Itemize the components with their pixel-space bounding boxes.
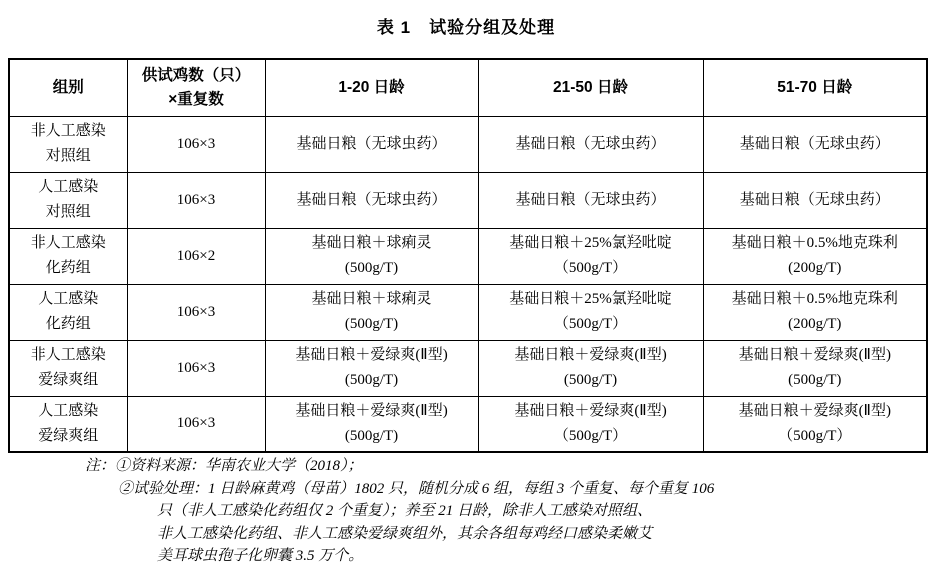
cell-diet-age3	[703, 116, 927, 172]
header-count	[127, 59, 265, 116]
cell-count	[127, 228, 265, 284]
count-value: 106×3	[176, 359, 216, 376]
table-row	[9, 172, 927, 228]
header-age2-label: 21-50 日龄	[553, 78, 628, 96]
diet-line1: 基础日粮（无球虫药）	[739, 191, 890, 208]
diet-line1: 基础日粮＋25%氯羟吡啶	[509, 291, 672, 307]
diet-line1: 基础日粮＋爱绿爽(Ⅱ型)	[738, 402, 891, 419]
diet-line1: 基础日粮＋球痢灵	[311, 291, 432, 307]
group-name-line2: 化药组	[45, 260, 91, 276]
table-row	[9, 340, 927, 396]
cell-group	[9, 116, 127, 172]
diet-line1: 基础日粮＋0.5%地克珠利	[731, 291, 898, 307]
group-name-line2: 对照组	[45, 204, 91, 220]
header-age2	[478, 59, 703, 116]
group-name-line1: 人工感染	[38, 179, 99, 195]
cell-diet-age3	[703, 172, 927, 228]
count-value: 106×2	[176, 247, 216, 264]
cell-diet-age2	[478, 340, 703, 396]
cell-diet-age2	[478, 228, 703, 284]
header-count-line1: 供试鸡数（只）	[141, 66, 251, 84]
header-age3	[703, 59, 927, 116]
cell-group	[9, 172, 127, 228]
count-value: 106×3	[176, 135, 216, 152]
cell-diet-age3	[703, 228, 927, 284]
diet-line1: 基础日粮＋0.5%地克珠利	[731, 235, 898, 251]
header-group	[9, 59, 127, 116]
diet-line2: (500g/T)	[563, 372, 618, 388]
diet-line1: 基础日粮（无球虫药）	[296, 135, 447, 152]
cell-diet-age1	[265, 172, 478, 228]
cell-diet-age2	[478, 396, 703, 452]
group-name-line2: 化药组	[45, 316, 91, 332]
table-footnote	[0, 455, 932, 568]
footnote-line-1: 注：①资料来源：华南农业大学（2018）；	[85, 458, 363, 474]
cell-count	[127, 116, 265, 172]
diet-line2: （500g/T）	[553, 260, 628, 276]
diet-line1: 基础日粮（无球虫药）	[515, 135, 666, 152]
diet-line1: 基础日粮＋爱绿爽(Ⅱ型)	[295, 402, 448, 419]
cell-diet-age3	[703, 396, 927, 452]
diet-line2: (500g/T)	[788, 372, 842, 388]
group-name-line2: 爱绿爽组	[38, 372, 99, 388]
cell-count	[127, 396, 265, 452]
cell-group	[9, 228, 127, 284]
diet-line1: 基础日粮（无球虫药）	[739, 135, 890, 152]
group-name-line1: 非人工感染	[30, 347, 106, 363]
count-value: 106×3	[176, 303, 216, 320]
group-name-line2: 对照组	[45, 148, 91, 164]
table-row	[9, 396, 927, 452]
cell-diet-age1	[265, 228, 478, 284]
cell-group	[9, 340, 127, 396]
header-count-line2: ×重复数	[168, 90, 224, 108]
footnote-line-2: ②试验处理：1 日龄麻黄鸡（母苗）1802 只，随机分成 6 组，每组 3 个重复、每个重复 106	[118, 480, 715, 497]
diet-line1: 基础日粮＋爱绿爽(Ⅱ型)	[514, 402, 667, 419]
cell-diet-age1	[265, 340, 478, 396]
header-row	[9, 59, 927, 116]
diet-line2: (500g/T)	[344, 427, 399, 444]
cell-diet-age3	[703, 340, 927, 396]
diet-line1: 基础日粮＋爱绿爽(Ⅱ型)	[738, 347, 891, 363]
diet-line1: 基础日粮（无球虫药）	[296, 191, 447, 208]
cell-diet-age2	[478, 116, 703, 172]
table-row	[9, 116, 927, 172]
diet-line2: （500g/T）	[553, 427, 628, 444]
group-name-line1: 人工感染	[38, 291, 99, 307]
header-age1-label: 1-20 日龄	[338, 78, 405, 96]
diet-line2: (500g/T)	[344, 260, 399, 276]
footnote-line-5: 美耳球虫孢子化卵囊 3.5 万个。	[157, 548, 364, 564]
cell-group	[9, 284, 127, 340]
diet-line2: (500g/T)	[344, 316, 399, 332]
diet-line1: 基础日粮（无球虫药）	[515, 191, 666, 208]
diet-line2: (200g/T)	[788, 316, 842, 332]
diet-line1: 基础日粮＋爱绿爽(Ⅱ型)	[295, 347, 448, 363]
count-value: 106×3	[176, 191, 216, 208]
group-name-line1: 人工感染	[38, 402, 99, 419]
diet-line2: （500g/T）	[778, 427, 852, 444]
diet-line2: (500g/T)	[344, 372, 399, 388]
experiment-grouping-table	[8, 58, 928, 453]
diet-line2: （500g/T）	[553, 316, 628, 332]
count-value: 106×3	[176, 415, 216, 432]
cell-diet-age1	[265, 396, 478, 452]
diet-line1: 基础日粮＋球痢灵	[311, 235, 432, 251]
header-age1	[265, 59, 478, 116]
cell-group	[9, 396, 127, 452]
group-name-line2: 爱绿爽组	[38, 427, 99, 444]
header-group-label: 组别	[52, 78, 84, 96]
cell-diet-age1	[265, 284, 478, 340]
group-name-line1: 非人工感染	[30, 123, 106, 139]
cell-count	[127, 172, 265, 228]
cell-count	[127, 284, 265, 340]
cell-diet-age2	[478, 284, 703, 340]
footnote-line-3: 只（非人工感染化药组仅 2 个重复）；养至 21 日龄，除非人工感染对照组、	[157, 503, 653, 519]
diet-line1: 基础日粮＋25%氯羟吡啶	[509, 235, 672, 251]
table-title: 表 1 试验分组及处理	[376, 18, 556, 37]
group-name-line1: 非人工感染	[30, 235, 106, 251]
table-row	[9, 284, 927, 340]
cell-diet-age2	[478, 172, 703, 228]
cell-count	[127, 340, 265, 396]
cell-diet-age1	[265, 116, 478, 172]
footnote-line-4: 非人工感染化药组、非人工感染爱绿爽组外，其余各组每鸡经口感染柔嫩艾	[157, 525, 653, 542]
diet-line2: (200g/T)	[788, 260, 842, 276]
table-row	[9, 228, 927, 284]
header-age3-label: 51-70 日龄	[777, 78, 853, 96]
cell-diet-age3	[703, 284, 927, 340]
diet-line1: 基础日粮＋爱绿爽(Ⅱ型)	[514, 347, 667, 363]
